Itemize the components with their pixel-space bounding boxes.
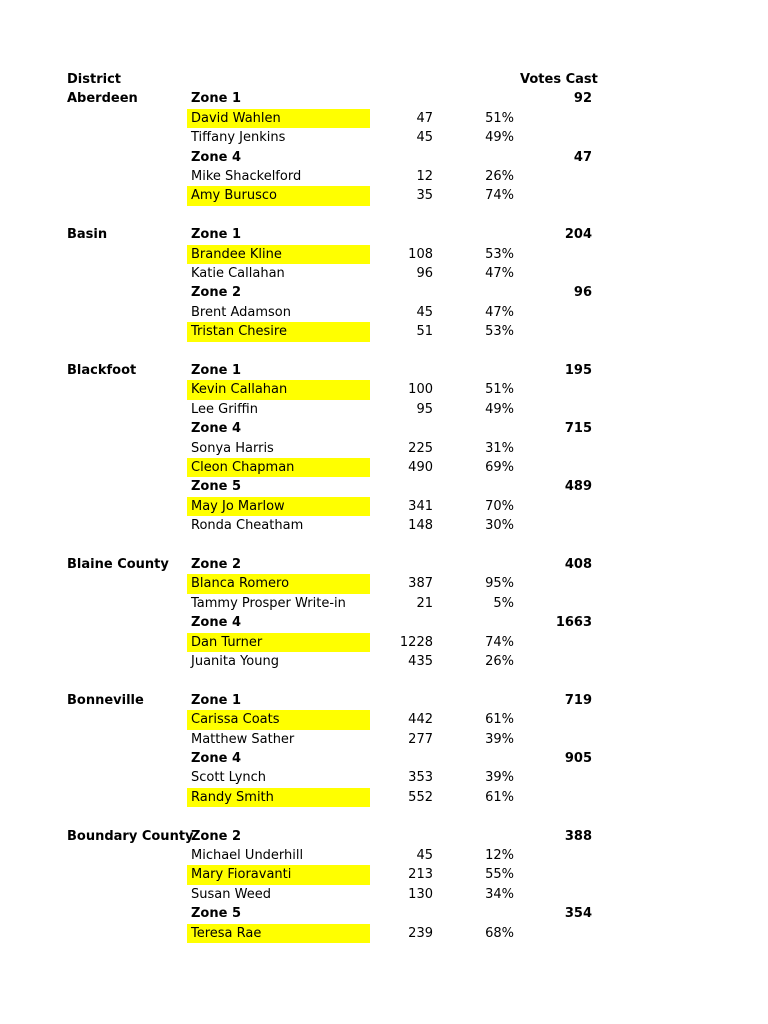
header-row: [0, 70, 768, 89]
candidate-percent: 55%: [485, 867, 514, 883]
candidate-row: [0, 574, 768, 593]
zone-label: Zone 4: [191, 421, 242, 437]
zone-row: [0, 691, 768, 710]
candidate-percent: 47%: [485, 266, 514, 281]
candidate-votes: 130: [408, 886, 433, 902]
candidate-row: [0, 865, 768, 884]
candidate-votes: 95: [416, 401, 433, 417]
candidate-row: [0, 497, 768, 516]
candidate-name: Michael Underhill: [191, 848, 304, 863]
candidate-name: Juanita Young: [191, 654, 279, 669]
candidate-votes: 490: [408, 460, 433, 475]
candidate-row: [0, 439, 768, 458]
candidate-percent: 5%: [493, 595, 514, 611]
zone-row: [0, 225, 768, 244]
zone-row: [0, 749, 768, 768]
candidate-row: [0, 264, 768, 283]
candidate-row: [0, 458, 768, 477]
candidate-percent: 51%: [485, 110, 514, 126]
votes-cast-total: 388: [564, 828, 592, 844]
candidate-name: Katie Callahan: [191, 266, 285, 281]
zone-row: [0, 89, 768, 108]
winner-candidate-name: Kevin Callahan: [187, 380, 370, 399]
votes-cast-total: 47: [573, 149, 592, 165]
candidate-name: Susan Weed: [191, 886, 271, 902]
candidate-percent: 70%: [485, 498, 514, 514]
candidate-row: [0, 594, 768, 613]
candidate-percent: 53%: [485, 246, 514, 262]
candidate-row: [0, 710, 768, 729]
candidate-percent: 49%: [485, 401, 514, 417]
district-name: Bonneville: [67, 692, 144, 708]
candidate-votes: 35: [416, 188, 433, 204]
zone-label: Zone 4: [191, 149, 242, 165]
zone-label: Zone 5: [191, 479, 242, 495]
candidate-row: [0, 167, 768, 186]
candidate-votes: 1228: [399, 634, 433, 650]
zone-row: [0, 904, 768, 923]
candidate-percent: 74%: [485, 634, 514, 650]
candidate-row: [0, 380, 768, 399]
candidate-row: [0, 730, 768, 749]
votes-cast-total: 96: [573, 285, 592, 301]
candidate-votes: 45: [416, 848, 433, 863]
candidate-votes: 552: [408, 789, 433, 805]
winner-candidate-name: Dan Turner: [187, 633, 370, 652]
candidate-row: [0, 885, 768, 904]
district-name: Aberdeen: [67, 91, 138, 107]
votes-cast-total: 905: [564, 751, 592, 766]
winner-candidate-name: Amy Burusco: [187, 186, 370, 205]
district-name: Basin: [67, 227, 108, 243]
votes-cast-total: 719: [564, 692, 592, 708]
candidate-name: Mike Shackelford: [191, 169, 302, 184]
candidate-votes: 225: [408, 440, 433, 456]
candidate-votes: 442: [408, 712, 433, 728]
district-name: Boundary County: [67, 828, 194, 844]
candidate-votes: 45: [416, 130, 433, 146]
candidate-votes: 277: [408, 731, 433, 747]
winner-candidate-name: Mary Fioravanti: [187, 865, 370, 884]
candidate-name: Sonya Harris: [191, 440, 274, 456]
candidate-percent: 31%: [485, 440, 514, 456]
candidate-row: [0, 924, 768, 943]
votes-cast-total: 195: [564, 363, 592, 378]
winner-candidate-name: Cleon Chapman: [187, 458, 370, 477]
zone-label: Zone 1: [191, 363, 242, 378]
zone-row: [0, 419, 768, 438]
zone-row: [0, 613, 768, 632]
candidate-row: [0, 652, 768, 671]
zone-label: Zone 1: [191, 91, 242, 107]
candidate-percent: 53%: [485, 324, 514, 340]
candidate-votes: 341: [408, 498, 433, 514]
winner-candidate-name: May Jo Marlow: [187, 497, 370, 516]
candidate-votes: 12: [416, 169, 433, 184]
candidate-row: [0, 788, 768, 807]
zone-label: Zone 1: [191, 227, 242, 243]
zone-row: [0, 477, 768, 496]
candidate-votes: 108: [408, 246, 433, 262]
district-column-header: District: [67, 72, 121, 87]
candidate-votes: 435: [408, 654, 433, 669]
zone-row: [0, 283, 768, 302]
candidate-percent: 49%: [485, 130, 514, 146]
candidate-percent: 30%: [485, 518, 514, 534]
candidate-votes: 21: [416, 595, 433, 611]
candidate-votes: 51: [416, 324, 433, 340]
candidate-name: Ronda Cheatham: [191, 518, 304, 534]
zone-label: Zone 4: [191, 751, 242, 766]
zone-row: [0, 555, 768, 574]
votes-cast-total: 92: [573, 91, 592, 107]
zone-row: [0, 148, 768, 167]
candidate-row: [0, 303, 768, 322]
candidate-percent: 61%: [485, 712, 514, 728]
candidate-row: [0, 245, 768, 264]
candidate-row: [0, 516, 768, 535]
candidate-row: [0, 109, 768, 128]
zone-label: Zone 5: [191, 906, 242, 922]
votes-cast-column-header: Votes Cast: [520, 72, 598, 87]
candidate-percent: 68%: [485, 925, 514, 941]
district-name: Blackfoot: [67, 363, 137, 378]
votes-cast-total: 408: [564, 557, 592, 572]
candidate-votes: 47: [416, 110, 433, 126]
winner-candidate-name: Blanca Romero: [187, 574, 370, 593]
votes-cast-total: 354: [564, 906, 592, 922]
candidate-row: [0, 128, 768, 147]
votes-cast-total: 489: [564, 479, 592, 495]
candidate-votes: 353: [408, 770, 433, 786]
candidate-row: [0, 768, 768, 787]
candidate-votes: 387: [408, 576, 433, 592]
votes-cast-total: 1663: [555, 615, 592, 631]
winner-candidate-name: Brandee Kline: [187, 245, 370, 264]
winner-candidate-name: Teresa Rae: [187, 924, 370, 943]
candidate-percent: 26%: [485, 654, 514, 669]
candidate-percent: 95%: [485, 576, 514, 592]
winner-candidate-name: Randy Smith: [187, 788, 370, 807]
candidate-percent: 12%: [485, 848, 514, 863]
zone-label: Zone 2: [191, 557, 242, 572]
candidate-percent: 26%: [485, 169, 514, 184]
zone-label: Zone 4: [191, 615, 242, 631]
candidate-votes: 239: [408, 925, 433, 941]
district-name: Blaine County: [67, 557, 169, 572]
zone-row: [0, 827, 768, 846]
zone-row: [0, 361, 768, 380]
candidate-votes: 96: [416, 266, 433, 281]
votes-cast-total: 715: [564, 421, 592, 437]
candidate-votes: 148: [408, 518, 433, 534]
candidate-row: [0, 846, 768, 865]
candidate-name: Matthew Sather: [191, 731, 295, 747]
candidate-row: [0, 400, 768, 419]
candidate-percent: 47%: [485, 304, 514, 320]
zone-label: Zone 2: [191, 285, 242, 301]
candidate-name: Tiffany Jenkins: [191, 130, 286, 146]
candidate-percent: 39%: [485, 770, 514, 786]
winner-candidate-name: Tristan Chesire: [187, 322, 370, 341]
candidate-name: Lee Griffin: [191, 401, 258, 417]
candidate-name: Tammy Prosper Write-in: [191, 595, 346, 611]
candidate-row: [0, 186, 768, 205]
candidate-percent: 51%: [485, 382, 514, 398]
candidate-percent: 39%: [485, 731, 514, 747]
zone-label: Zone 1: [191, 692, 242, 708]
zone-label: Zone 2: [191, 828, 242, 844]
candidate-votes: 100: [408, 382, 433, 398]
candidate-row: [0, 322, 768, 341]
candidate-votes: 213: [408, 867, 433, 883]
candidate-percent: 34%: [485, 886, 514, 902]
candidate-row: [0, 633, 768, 652]
candidate-votes: 45: [416, 304, 433, 320]
candidate-name: Brent Adamson: [191, 304, 291, 320]
candidate-name: Scott Lynch: [191, 770, 267, 786]
candidate-percent: 61%: [485, 789, 514, 805]
winner-candidate-name: David Wahlen: [187, 109, 370, 128]
candidate-percent: 74%: [485, 188, 514, 204]
votes-cast-total: 204: [564, 227, 592, 243]
candidate-percent: 69%: [485, 460, 514, 475]
winner-candidate-name: Carissa Coats: [187, 710, 370, 729]
